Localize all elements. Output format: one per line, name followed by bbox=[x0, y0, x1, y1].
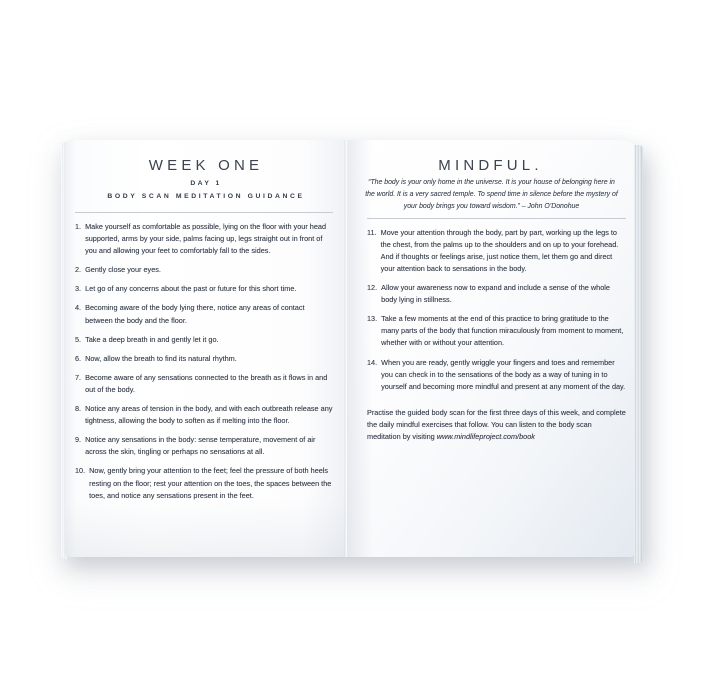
guidance-item bbox=[75, 353, 333, 365]
item-number: 4. bbox=[75, 303, 82, 313]
guidance-list-right bbox=[367, 227, 626, 393]
closing-text: Practise the guided body scan for the first three days of this week, and complete the daily mindful exercises that follow. You can listen to the body scan meditation by visiting bbox=[367, 407, 626, 442]
guidance-item bbox=[367, 227, 626, 275]
guidance-item bbox=[75, 283, 333, 295]
item-number: 2. bbox=[75, 265, 82, 275]
item-text: Now, allow the breath to find its natural rhythm. bbox=[85, 353, 237, 363]
item-number: 12. bbox=[367, 283, 378, 293]
item-text: Become aware of any sensations connected to the breath as it flows in and out of the body. bbox=[85, 372, 328, 394]
guidance-item bbox=[367, 282, 626, 306]
page-stack-right-edge bbox=[634, 145, 643, 563]
item-text: Let go of any concerns about the past or future for this short time. bbox=[85, 284, 297, 294]
week-title: WEEK ONE bbox=[148, 157, 264, 174]
item-number: 7. bbox=[75, 372, 82, 382]
left-page bbox=[65, 140, 347, 557]
item-number: 3. bbox=[75, 284, 82, 294]
item-text: Move your attention through the body, part by part, working up the legs to the chest, from the palms up to the shoulders and on up to your forehead. And if thoughts or feelings arise, just notice them, let them go and direct your attention back to sensations in the body. bbox=[380, 227, 619, 273]
item-text: Take a deep breath in and gently let it go. bbox=[85, 334, 219, 344]
guidance-item bbox=[75, 264, 333, 276]
right-page-header bbox=[347, 140, 634, 173]
guidance-item bbox=[75, 302, 333, 326]
guidance-item bbox=[367, 357, 626, 393]
guidance-item bbox=[75, 334, 333, 346]
item-number: 10. bbox=[75, 466, 86, 476]
guidance-item bbox=[367, 313, 626, 349]
guidance-item bbox=[75, 434, 333, 458]
item-number: 14. bbox=[367, 357, 378, 367]
guidance-item bbox=[75, 221, 333, 257]
item-number: 1. bbox=[75, 222, 82, 231]
item-number: 11. bbox=[367, 227, 377, 237]
left-page-header bbox=[65, 140, 347, 200]
book-spread bbox=[61, 138, 643, 563]
item-text: Notice any sensations in the body: sense temperature, movement of air across the skin, tingling or perhaps no sensations at all. bbox=[85, 435, 316, 457]
item-text: When you are ready, gently wriggle your fingers and toes and remember you can check in to the sensations of the body as a way of tuning in to yourself and becoming more mindful and present at any moment of the day. bbox=[381, 357, 626, 391]
guidance-heading: BODY SCAN MEDITATION GUIDANCE bbox=[107, 193, 305, 200]
item-text: Becoming aware of the body lying there, notice any areas of contact between the body and the floor. bbox=[85, 303, 305, 325]
closing-paragraph bbox=[367, 407, 626, 443]
item-text: Notice any areas of tension in the body, and with each outbreath release any tightness, allowing the body to soften as if melting into the floor. bbox=[85, 404, 333, 426]
closing-url: www.mindlifeproject.com/book bbox=[436, 432, 535, 442]
guidance-item bbox=[75, 465, 333, 501]
item-text: Make yourself as comfortable as possible, lying on the floor with your head supported, arms by your side, palms facing up, legs straight out in front of you and allowing your feet to comfortably fall to the sides. bbox=[85, 222, 327, 256]
item-text: Take a few moments at the end of this practice to bring gratitude to the many parts of the body that function miraculously from moment to moment, whether with or without your attention. bbox=[381, 314, 624, 348]
guidance-item bbox=[75, 372, 333, 396]
guidance-item bbox=[75, 403, 333, 427]
day-label: DAY 1 bbox=[190, 180, 222, 187]
divider bbox=[75, 212, 333, 213]
guidance-list-left bbox=[75, 221, 333, 502]
item-text: Allow your awareness now to expand and include a sense of the whole body lying in stillness. bbox=[381, 283, 610, 305]
item-number: 6. bbox=[75, 353, 82, 363]
item-text: Now, gently bring your attention to the feet; feel the pressure of both heels resting on the floor; rest your attention on the toes, the spaces between the toes, and notice any sensations present in the feet. bbox=[89, 466, 332, 500]
item-number: 9. bbox=[75, 435, 82, 445]
right-page bbox=[347, 140, 634, 557]
item-number: 8. bbox=[75, 404, 82, 414]
divider bbox=[367, 218, 626, 219]
item-number: 13. bbox=[367, 314, 378, 324]
mindful-title: MINDFUL. bbox=[438, 157, 543, 174]
epigraph-quote: “The body is your only home in the universe. It is your house of belonging here in the world. It is a very sacred temple. To spend time in silence before the mystery of your body brings you toward wisdom.” – John O’Donohue bbox=[365, 179, 618, 210]
item-text: Gently close your eyes. bbox=[85, 265, 161, 275]
item-number: 5. bbox=[75, 334, 82, 344]
